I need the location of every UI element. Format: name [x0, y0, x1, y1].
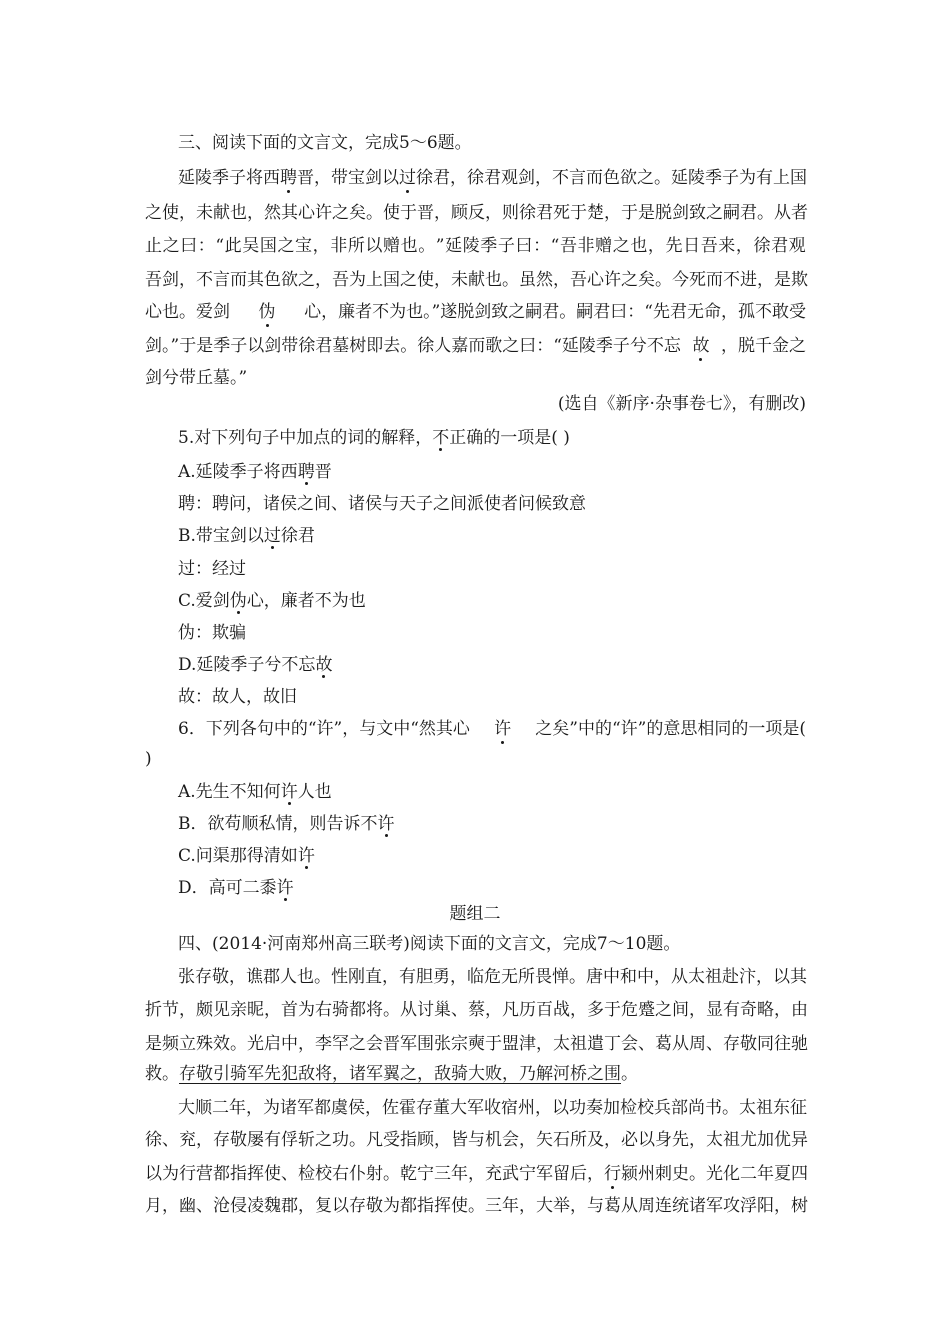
dotted-word: 许 — [280, 782, 298, 802]
passage2-line-3: 是 频 立 殊 效 。 光 启 中 ， 李 罕 之 会 晋 军 围 张 宗 奭 于 盟 津 ， 太 祖 遣 丁 会 、 葛 从 周 、 存 敬 同 往 驰 — [145, 1034, 808, 1054]
dotted-word-xing: 行 — [604, 1164, 621, 1184]
dotted-word: 许 — [377, 814, 395, 834]
dotted-word: 许 — [297, 846, 315, 866]
passage2-line-5: 大 顺 二 年 ， 为 诸 军 都 虞 侯 ， 佐 霍 存 董 大 军 收 宿 州 ， 以 功 奏 加 检 校 兵 部 尚 书 。 太 祖 东 征 — [178, 1098, 807, 1118]
question-5-option-c: C.爱剑伪心，廉者不为也 — [178, 591, 366, 611]
dotted-word-wei: 伪 — [258, 302, 276, 322]
dotted-word-guo: 过 — [399, 168, 416, 188]
question-5-explanation-a: 聘：聘问，诸侯之间、诸侯与天子之间派使者问候致意 — [178, 494, 586, 514]
question-6-option-d: D．高可二黍许 — [178, 878, 294, 898]
passage-line-3: 止 之 曰 ： “ 此 吴 国 之 宝 ， 非 所 以 赠 也 。 ” 延 陵 季 子 曰 ： “ 吾 非 赠 之 也 ， 先 日 吾 来 ， 徐 君 观 — [145, 236, 806, 256]
question-5-stem: 5.对下列句子中加点的词的解释，不正确的一项是( ) — [178, 428, 570, 448]
dotted-word: 伪 — [229, 591, 247, 611]
passage2-line-4: 救。存敬引骑军先犯敌将，诸军翼之，敌骑大败，乃解河桥之围。 — [145, 1064, 638, 1084]
passage2-line-7: 以为行营都指挥使、检校右仆射。乾宁三年，充武宁军留后， 行 颍州刺史。光化二年夏四 — [145, 1164, 808, 1184]
dotted-word: 聘 — [297, 462, 315, 482]
question-5-explanation-b: 过：经过 — [178, 559, 246, 579]
passage-line-4: 吾 剑 ， 不 言 而 其 色 欲 之 ， 吾 为 上 国 之 使 ， 未 献 也 。 虽 然 ， 吾 心 许 之 矣 。 今 死 而 不 进 ， 是 欺 — [145, 270, 808, 290]
passage2-line-8: 月 ， 幽 、 沧 侵 凌 魏 郡 ， 复 以 存 敬 为 都 指 挥 使 。 三 年 ， 大 举 ， 与 葛 从 周 连 统 诸 军 攻 浮 阳 ， 树 — [145, 1196, 808, 1216]
question-5-option-b: B.带宝剑以过徐君 — [178, 526, 315, 546]
question-6-stem: 6．下列各句中的“许”，与文中“然其心 许 之矣”中的“许”的意思相同的一项是( — [178, 719, 806, 739]
dotted-word-pin: 聘 — [280, 168, 297, 188]
section3-heading: 三、阅读下面的文言文，完成5～6题。 — [178, 133, 472, 153]
dotted-word: 过 — [263, 526, 281, 546]
passage2-line-6: 徐 、 兖 ， 存 敬 屡 有 俘 斩 之 功 。 凡 受 指 顾 ， 皆 与 机 会 ， 矢 石 所 及 ， 必 以 身 先 ， 太 祖 尤 加 优 异 — [145, 1130, 808, 1150]
question-6-stem-end: ) — [145, 749, 152, 769]
question-6-option-a: A.先生不知何许人也 — [178, 782, 332, 802]
group-title: 题组二 — [449, 904, 501, 924]
passage-line-2: 之 使 ， 未 献 也 ， 然 其 心 许 之 矣 。 使 于 晋 ， 顾 反 ， 则 徐 君 死 于 楚 ， 于 是 脱 剑 致 之 嗣 君 。 从 者 — [145, 203, 808, 223]
question-6-option-b: B．欲苟顺私情，则告诉不许 — [178, 814, 395, 834]
passage-line-7: 剑兮带丘墓。” — [145, 368, 248, 388]
underlined-sentence: 存敬引骑军先犯敌将，诸军翼之，敌骑大败，乃解河桥之围 — [179, 1064, 621, 1084]
dotted-word-gu: 故 — [692, 336, 710, 356]
dotted-word: 许 — [276, 878, 294, 898]
passage2-line-2: 折 节 ， 颇 见 亲 昵 ， 首 为 右 骑 都 将 。 从 讨 巢 、 蔡 ， 凡 历 百 战 ， 多 于 危 蹙 之 间 ， 显 有 奇 略 ， 由 — [145, 1000, 808, 1020]
question-5-option-a: A.延陵季子将西聘晋 — [178, 462, 332, 482]
question-5-explanation-c: 伪：欺骗 — [178, 623, 246, 643]
question-6-option-c: C.问渠那得清如许 — [178, 846, 315, 866]
dotted-word-bu: 不 — [432, 428, 450, 448]
question-5-explanation-d: 故：故人，故旧 — [178, 687, 297, 707]
passage-source: (选自《新序·杂事卷七》，有删改) — [557, 394, 806, 414]
passage-line-5: 心也。爱剑 伪 心，廉者不为也。”遂脱剑致之嗣君。嗣君曰：“先君无命，孤不敢受 — [145, 302, 806, 322]
passage2-line-1: 张 存 敬 ， 谯 郡 人 也 。 性 刚 直 ， 有 胆 勇 ， 临 危 无 所 畏 惮 。 唐 中 和 中 ， 从 太 祖 赴 汴 ， 以 其 — [178, 967, 807, 987]
section4-heading: 四、(2014·河南郑州高三联考)阅读下面的文言文，完成7～10题。 — [178, 934, 681, 954]
dotted-word: 故 — [315, 655, 333, 675]
question-5-option-d: D.延陵季子兮不忘故 — [178, 655, 333, 675]
dotted-word-xu: 许 — [494, 719, 512, 739]
passage-line-1: 延陵季子将西 聘 晋，带宝剑以 过 徐君，徐君观剑，不言而色欲之。延陵季子为有上国 — [178, 168, 807, 188]
passage-line-6: 剑。”于是季子以剑带徐君墓树即去。徐人嘉而歌之曰：“延陵季子兮不忘 故 ，脱千金之 — [145, 336, 806, 356]
